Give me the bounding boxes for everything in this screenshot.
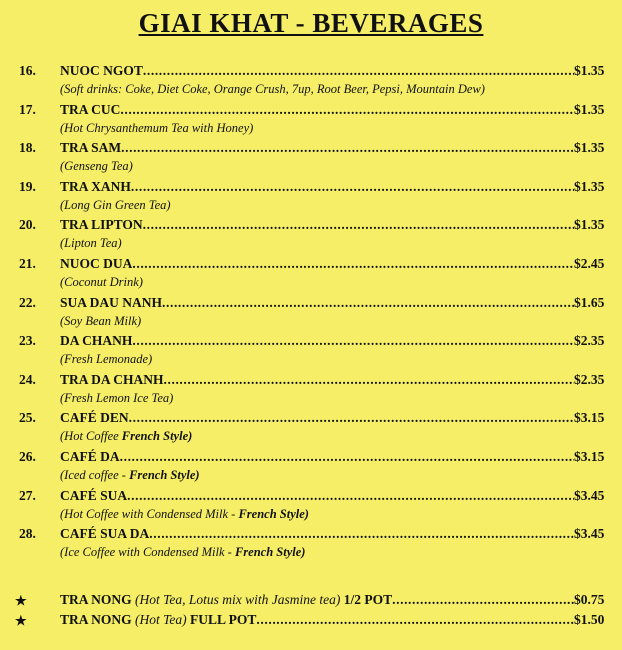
menu-item-line bbox=[0, 256, 622, 274]
item-name: DA CHANH bbox=[60, 333, 133, 349]
item-name-leader bbox=[60, 102, 574, 118]
item-name-leader bbox=[60, 179, 574, 195]
dot-leader bbox=[392, 592, 574, 608]
item-name: TRA DA CHANH bbox=[60, 371, 164, 387]
item-name: NUOC NGOT bbox=[60, 63, 143, 78]
item-price: $0.75 bbox=[574, 592, 605, 607]
menu-item-line bbox=[0, 488, 622, 506]
item-description bbox=[60, 159, 600, 174]
menu-item-line bbox=[0, 449, 622, 467]
pot-size: FULL POT bbox=[190, 612, 257, 627]
item-number: 20. bbox=[19, 217, 36, 233]
item-description bbox=[60, 545, 600, 560]
description-emphasis: French Style) bbox=[238, 506, 309, 521]
item-description bbox=[60, 275, 600, 290]
item-number: 18. bbox=[19, 140, 36, 156]
menu-item-line bbox=[0, 526, 622, 544]
description-text: (Ice Coffee with Condensed Milk - bbox=[60, 545, 235, 560]
menu-item-line bbox=[0, 333, 622, 351]
item-name-leader bbox=[60, 488, 574, 504]
dot-leader bbox=[121, 140, 574, 156]
item-name-leader bbox=[60, 410, 574, 426]
item-number: 21. bbox=[19, 256, 36, 271]
item-number: 17. bbox=[19, 101, 36, 117]
dot-leader bbox=[131, 179, 574, 195]
description-emphasis: French Style) bbox=[129, 468, 200, 482]
item-name bbox=[60, 612, 256, 628]
item-price: $1.50 bbox=[574, 612, 605, 627]
item-price: $1.35 bbox=[574, 140, 605, 156]
dot-leader bbox=[120, 102, 574, 118]
dot-leader bbox=[162, 295, 574, 311]
item-name-leader bbox=[60, 256, 574, 272]
item-description bbox=[60, 198, 600, 213]
description-text: (Lipton Tea) bbox=[60, 236, 122, 251]
item-price: $3.15 bbox=[574, 410, 605, 426]
menu-item-line bbox=[0, 179, 622, 197]
item-name-leader bbox=[60, 217, 574, 233]
item-number: 26. bbox=[19, 449, 36, 464]
description-text: (Hot Chrysanthemum Tea with Honey) bbox=[60, 120, 254, 135]
item-price: $1.35 bbox=[574, 217, 605, 233]
description-text: (Fresh Lemon Ice Tea) bbox=[60, 390, 174, 405]
dot-leader bbox=[132, 333, 574, 349]
item-number: 19. bbox=[19, 178, 36, 194]
description-text: (Iced coffee - bbox=[60, 468, 130, 482]
dot-leader bbox=[256, 612, 574, 628]
item-name-leader bbox=[60, 449, 574, 465]
item-number: 28. bbox=[19, 526, 36, 542]
item-description bbox=[60, 507, 600, 522]
item-number: 16. bbox=[19, 63, 36, 78]
pot-name: TRA NONG bbox=[60, 612, 132, 627]
description-text: (Hot Coffee bbox=[60, 429, 122, 444]
description-emphasis: French Style) bbox=[234, 545, 306, 560]
item-number: 25. bbox=[19, 410, 36, 426]
item-name-leader bbox=[60, 140, 574, 156]
item-description bbox=[60, 314, 600, 329]
item-price: $3.15 bbox=[574, 449, 605, 464]
item-name: TRA SAM bbox=[60, 140, 122, 156]
menu-item-line bbox=[0, 63, 622, 81]
item-name-leader bbox=[60, 372, 574, 388]
star-icon: ★ bbox=[15, 593, 27, 608]
item-name-leader bbox=[60, 63, 574, 79]
item-name: CAFÉ DEN bbox=[60, 410, 129, 426]
item-name-leader bbox=[60, 295, 574, 311]
item-name: SUA DAU NANH bbox=[60, 294, 163, 310]
menu-item-line bbox=[0, 140, 622, 158]
item-price: $1.35 bbox=[574, 63, 605, 78]
description-text: (Genseng Tea) bbox=[60, 159, 133, 174]
description-text: (Soft drinks: Coke, Diet Coke, Orange Crush, 7up, Root Beer, Pepsi, Mountain Dew) bbox=[60, 82, 485, 96]
item-name: TRA XANH bbox=[60, 178, 131, 194]
item-price: $1.35 bbox=[574, 178, 605, 194]
item-name-leader bbox=[60, 592, 574, 608]
item-price: $2.35 bbox=[574, 371, 605, 387]
menu-item-line bbox=[0, 410, 622, 428]
dot-leader bbox=[164, 372, 574, 388]
item-description bbox=[60, 468, 600, 483]
item-description bbox=[60, 391, 600, 406]
item-number: 22. bbox=[19, 294, 36, 310]
dot-leader bbox=[127, 488, 574, 504]
item-price: $2.35 bbox=[574, 333, 605, 349]
pot-description: (Hot Tea) bbox=[135, 612, 187, 627]
star-icon: ★ bbox=[15, 613, 27, 628]
menu-item-line bbox=[0, 372, 622, 390]
dot-leader bbox=[129, 410, 574, 426]
item-number: 23. bbox=[19, 333, 36, 349]
item-name: TRA CUC bbox=[60, 101, 121, 117]
item-name: CAFÉ DA bbox=[60, 449, 120, 464]
item-price: $3.45 bbox=[574, 526, 605, 542]
item-name-leader bbox=[60, 333, 574, 349]
item-price: $3.45 bbox=[574, 487, 605, 503]
item-number: 27. bbox=[19, 487, 36, 503]
item-name: TRA LIPTON bbox=[60, 217, 143, 233]
pot-size: 1/2 POT bbox=[343, 592, 393, 607]
pot-description: (Hot Tea, Lotus mix with Jasmine tea) bbox=[135, 592, 341, 607]
item-name: NUOC DUA bbox=[60, 256, 133, 271]
description-text: (Hot Coffee with Condensed Milk - bbox=[60, 506, 239, 521]
item-description bbox=[60, 82, 600, 97]
pot-name: TRA NONG bbox=[60, 592, 132, 607]
item-description bbox=[60, 429, 600, 444]
item-name-leader bbox=[60, 526, 574, 542]
item-name bbox=[60, 592, 392, 608]
item-name: CAFÉ SUA bbox=[60, 487, 128, 503]
dot-leader bbox=[120, 449, 574, 465]
item-name-leader bbox=[60, 612, 574, 628]
item-description bbox=[60, 236, 600, 251]
dot-leader bbox=[143, 63, 574, 79]
description-text: (Soy Bean Milk) bbox=[60, 313, 142, 328]
item-price: $2.45 bbox=[574, 256, 605, 271]
description-text: (Fresh Lemonade) bbox=[60, 352, 153, 367]
item-number: 24. bbox=[19, 371, 36, 387]
dot-leader bbox=[132, 256, 574, 272]
tea-pot-line bbox=[0, 612, 622, 630]
item-description bbox=[60, 121, 600, 136]
item-price: $1.35 bbox=[574, 101, 605, 117]
dot-leader bbox=[149, 526, 574, 542]
item-description bbox=[60, 352, 600, 367]
description-text: (Long Gin Green Tea) bbox=[60, 197, 171, 212]
menu-title: GIAI KHAT - BEVERAGES bbox=[138, 8, 484, 38]
description-emphasis: French Style) bbox=[121, 429, 193, 444]
menu-item-line bbox=[0, 295, 622, 313]
description-text: (Coconut Drink) bbox=[60, 275, 143, 289]
tea-pot-line bbox=[0, 592, 622, 610]
menu-item-line bbox=[0, 102, 622, 120]
menu-item-line bbox=[0, 217, 622, 235]
item-name: CAFÉ SUA DA bbox=[60, 526, 150, 542]
item-price: $1.65 bbox=[574, 294, 605, 310]
dot-leader bbox=[143, 217, 574, 233]
